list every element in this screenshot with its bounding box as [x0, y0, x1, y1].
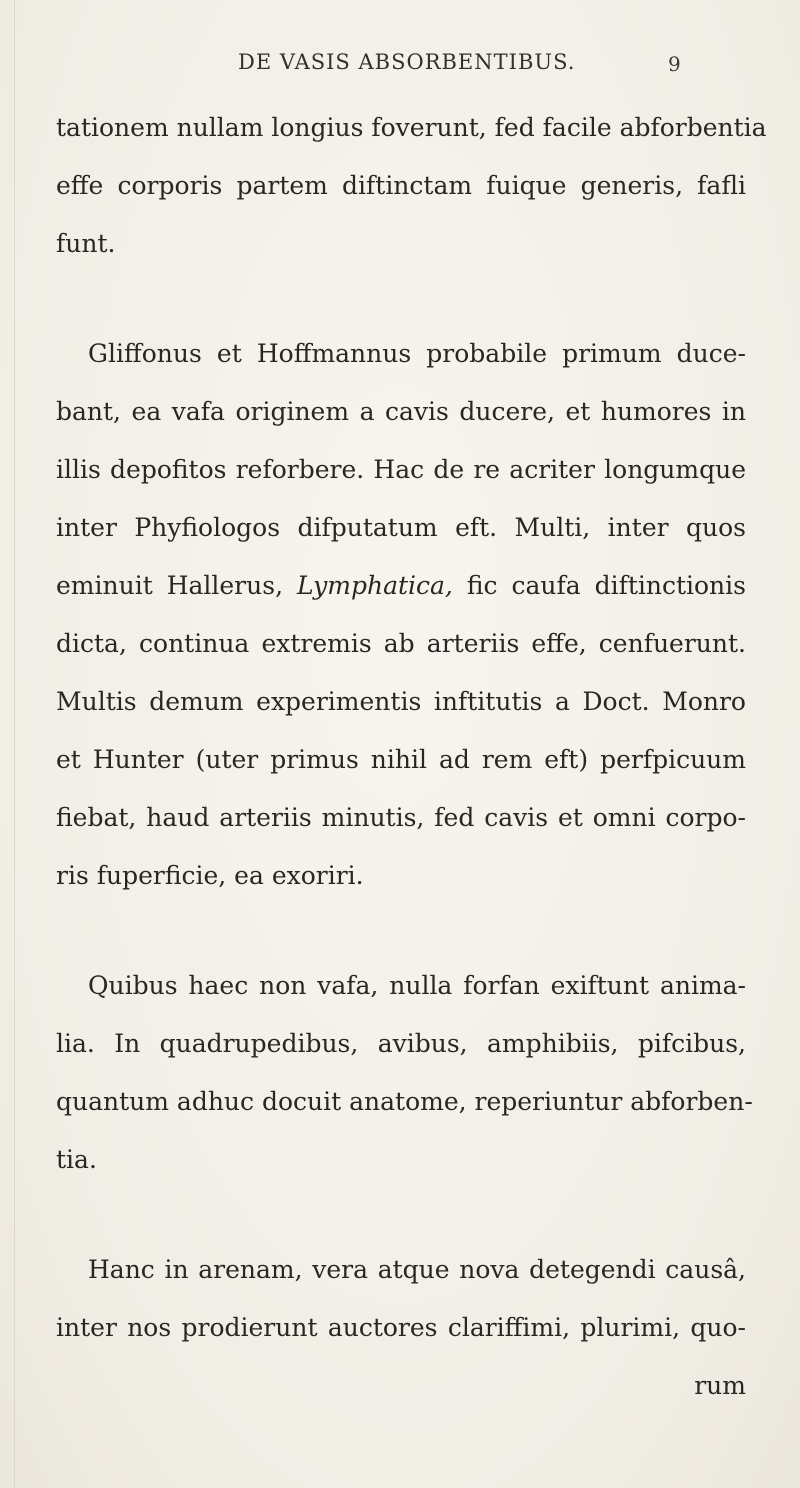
text-line: Quibus haec non vafa, nulla forfan exiftunt anima- — [88, 971, 746, 1000]
page-edge-rule — [14, 0, 15, 1488]
text-line: inter Phyfiologos difputatum eft. Multi, inter quos — [56, 513, 746, 542]
text-line: Gliffonus et Hoffmannus probabile primum duce- — [88, 339, 746, 368]
text-line: effe corporis partem diftinctam fuique generis, fafli — [56, 171, 746, 200]
running-head: DE VASIS ABSORBENTIBUS. — [238, 50, 576, 74]
text-line: Hanc in arenam, vera atque nova detegendi causâ, — [88, 1255, 746, 1284]
text-line: quantum adhuc docuit anatome, reperiuntur abforben- — [56, 1087, 753, 1116]
text-line: tationem nullam longius foverunt, fed facile abforbentia — [56, 113, 767, 142]
text-line-mixed — [56, 568, 746, 604]
text-line: dicta, continua extremis ab arteriis effe, cenfuerunt. — [56, 629, 746, 658]
text-line: illis depofitos reforbere. Hac de re acriter longumque — [56, 455, 746, 484]
text-segment: eminuit Hallerus, — [56, 571, 284, 600]
text-line: lia. In quadrupedibus, avibus, amphibiis, pifcibus, — [56, 1029, 746, 1058]
text-line: fiebat, haud arteriis minutis, fed cavis et omni corpo- — [56, 803, 746, 832]
text-segment: fic caufa diftinctionis — [466, 571, 746, 600]
text-line: inter nos prodierunt auctores clariffimi, plurimi, quo- — [56, 1313, 746, 1342]
text-line: tia. — [56, 1145, 97, 1174]
text-line: ris fuperficie, ea exoriri. — [56, 861, 364, 890]
text-line: funt. — [56, 229, 116, 258]
text-line: et Hunter (uter primus nihil ad rem eft) perfpicuum — [56, 745, 746, 774]
page-number: 9 — [668, 52, 681, 76]
page-header — [0, 50, 800, 90]
italic-term: Lymphatica, — [296, 571, 453, 600]
text-line: bant, ea vafa originem a cavis ducere, et humores in — [56, 397, 746, 426]
text-line: Multis demum experimentis inftitutis a Doct. Monro — [56, 687, 746, 716]
catchword: rum — [694, 1371, 746, 1400]
